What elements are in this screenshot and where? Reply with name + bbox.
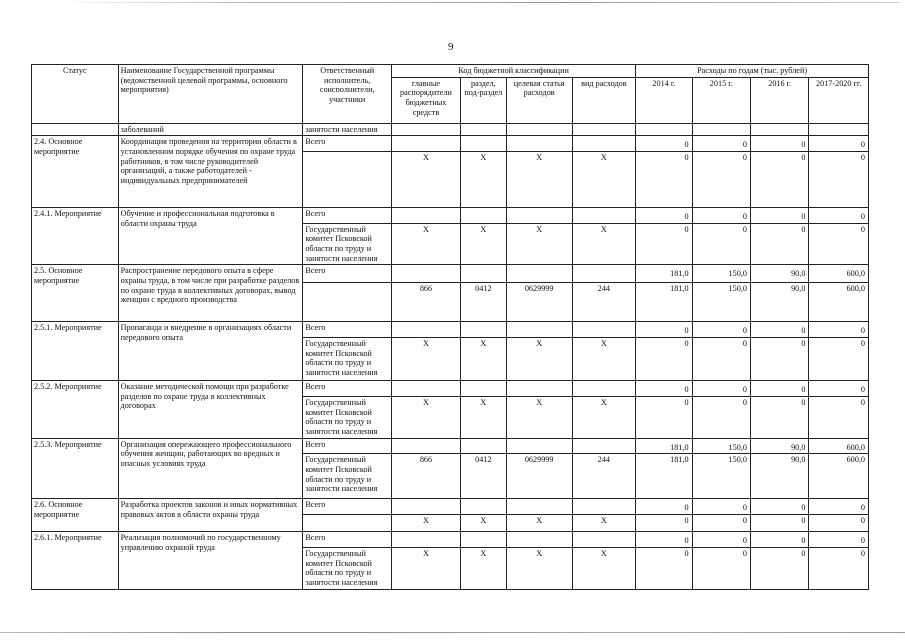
value-2015: 0 bbox=[692, 397, 750, 439]
total-2015: 0 bbox=[692, 532, 750, 548]
code-target: X bbox=[506, 152, 572, 208]
value-2014: 0 bbox=[636, 515, 692, 532]
table-row bbox=[32, 499, 869, 515]
header-budget-code: Код бюджетной классификации bbox=[392, 65, 636, 78]
total-2015: 0 bbox=[692, 322, 750, 338]
row-name: Реализация полномочий по государственному управлению охраной труда bbox=[118, 532, 303, 589]
value-2016: 90,0 bbox=[750, 283, 808, 322]
header-responsible: Ответственный исполнитель, соисполнители, участники bbox=[303, 65, 392, 124]
row-status: 2.4.1. Мероприятие bbox=[32, 208, 119, 265]
header-kind: вид расходов bbox=[572, 77, 636, 123]
value-2014: 181,0 bbox=[636, 283, 692, 322]
total-2014: 181,0 bbox=[636, 438, 692, 454]
total-2014: 0 bbox=[636, 499, 692, 515]
code-section: X bbox=[460, 548, 506, 590]
scan-edge-top bbox=[60, 2, 900, 3]
value-2015: 150,0 bbox=[692, 283, 750, 322]
value-2016: 0 bbox=[750, 223, 808, 265]
total-2014: 0 bbox=[636, 532, 692, 548]
header-name: Наименование Государственной программы (ведомственной целевой программы, основного мероприятия) bbox=[118, 65, 303, 124]
total-2015: 150,0 bbox=[692, 438, 750, 454]
value-2014: 0 bbox=[636, 548, 692, 590]
row-status: 2.4. Основное мероприятие bbox=[32, 136, 119, 208]
header-row-1 bbox=[32, 65, 869, 78]
total-2017-2020: 0 bbox=[809, 136, 869, 152]
total-2015: 0 bbox=[692, 381, 750, 397]
value-2016: 0 bbox=[750, 397, 808, 439]
code-kind: X bbox=[572, 152, 636, 208]
total-2014: 181,0 bbox=[636, 265, 692, 283]
total-2017-2020: 600,0 bbox=[809, 438, 869, 454]
total-2017-2020: 0 bbox=[809, 381, 869, 397]
value-2016: 0 bbox=[750, 515, 808, 532]
row-status: 2.6. Основное мероприятие bbox=[32, 499, 119, 532]
budget-table bbox=[31, 64, 869, 590]
code-target: X bbox=[506, 397, 572, 439]
value-2017-2020: 600,0 bbox=[809, 283, 869, 322]
code-kind: X bbox=[572, 397, 636, 439]
row-name: Обучение и профессиональная подготовка в области охраны труда bbox=[118, 208, 303, 265]
row-total-label: Всего bbox=[303, 208, 392, 224]
code-target: 0629999 bbox=[506, 454, 572, 499]
code-section: X bbox=[460, 515, 506, 532]
row-name: Организация опережающего профессионального обучения женщин, работающих во вредных и опасных условиях труда bbox=[118, 438, 303, 499]
total-2016: 0 bbox=[750, 381, 808, 397]
header-expenses: Расходы по годам (тыс. рублей) bbox=[636, 65, 869, 78]
total-2016: 0 bbox=[750, 532, 808, 548]
value-2015: 0 bbox=[692, 548, 750, 590]
code-section: X bbox=[460, 152, 506, 208]
value-2017-2020: 0 bbox=[809, 223, 869, 265]
value-2015: 0 bbox=[692, 338, 750, 381]
total-2017-2020: 0 bbox=[809, 322, 869, 338]
total-2014: 0 bbox=[636, 381, 692, 397]
row-responsible: Государственный комитет Псковской области по труду и занятости населения bbox=[303, 223, 392, 265]
table-row bbox=[32, 322, 869, 338]
total-2014: 0 bbox=[636, 136, 692, 152]
value-2016: 0 bbox=[750, 152, 808, 208]
total-2015: 0 bbox=[692, 208, 750, 224]
value-2016: 0 bbox=[750, 338, 808, 381]
row-name: Оказание методической помощи при разработке разделов по охране труда в коллективных договорах bbox=[118, 381, 303, 439]
table-row bbox=[32, 381, 869, 397]
header-section: раздел, под-раздел bbox=[460, 77, 506, 123]
header-grbs: главные распорядители бюджетных средств bbox=[392, 77, 461, 123]
value-2016: 0 bbox=[750, 548, 808, 590]
total-2014: 0 bbox=[636, 208, 692, 224]
code-target: 0629999 bbox=[506, 283, 572, 322]
row-name: Пропаганда и внедрение в организациях области передового опыта bbox=[118, 322, 303, 381]
row-name: Распространение передового опыта в сфере охраны труда, в том числе при разработке разделов по охране труда в коллективных договорах, вывод женщин с вредного производства bbox=[118, 265, 303, 322]
row-status: 2.5. Основное мероприятие bbox=[32, 265, 119, 322]
code-kind: X bbox=[572, 515, 636, 532]
row-name: Разработка проектов законов и иных нормативных правовых актов в области охраны труда bbox=[118, 499, 303, 532]
row-responsible: Государственный комитет Псковской области по труду и занятости населения bbox=[303, 338, 392, 381]
code-grbs: X bbox=[392, 515, 461, 532]
value-2017-2020: 0 bbox=[809, 397, 869, 439]
value-2017-2020: 0 bbox=[809, 338, 869, 381]
value-2017-2020: 0 bbox=[809, 152, 869, 208]
row-responsible: Государственный комитет Псковской области по труду и занятости населения bbox=[303, 397, 392, 439]
header-status: Статус bbox=[32, 65, 119, 124]
total-2017-2020: 600,0 bbox=[809, 265, 869, 283]
total-2014: 0 bbox=[636, 322, 692, 338]
value-2015: 0 bbox=[692, 223, 750, 265]
total-2016: 0 bbox=[750, 499, 808, 515]
total-2016: 0 bbox=[750, 322, 808, 338]
table-row bbox=[32, 265, 869, 283]
row-status: 2.6.1. Мероприятие bbox=[32, 532, 119, 589]
header-2015: 2015 г. bbox=[692, 77, 750, 123]
continuation-responsible: занятости населения bbox=[303, 123, 392, 136]
total-2015: 0 bbox=[692, 499, 750, 515]
code-target: X bbox=[506, 515, 572, 532]
continuation-name: заболеваний bbox=[118, 123, 303, 136]
table-row bbox=[32, 208, 869, 224]
total-2015: 150,0 bbox=[692, 265, 750, 283]
header-2017-2020: 2017-2020 гг. bbox=[809, 77, 869, 123]
header-target: целевая статья расходов bbox=[506, 77, 572, 123]
row-total-label: Всего bbox=[303, 322, 392, 338]
row-name: Координация проведения на территории области в установленном порядке обучения по охране труда работников, в том числе руководителей организаций, а также работодателей - индивидуальных предпринимателей bbox=[118, 136, 303, 208]
value-2017-2020: 0 bbox=[809, 515, 869, 532]
row-status: 2.5.1. Мероприятие bbox=[32, 322, 119, 381]
value-2014: 0 bbox=[636, 338, 692, 381]
total-2017-2020: 0 bbox=[809, 499, 869, 515]
code-kind: X bbox=[572, 223, 636, 265]
code-target: X bbox=[506, 338, 572, 381]
value-2014: 0 bbox=[636, 152, 692, 208]
header-2014: 2014 г. bbox=[636, 77, 692, 123]
value-2017-2020: 0 bbox=[809, 548, 869, 590]
total-2016: 0 bbox=[750, 136, 808, 152]
table-row bbox=[32, 532, 869, 548]
value-2015: 150,0 bbox=[692, 454, 750, 499]
code-kind: 244 bbox=[572, 454, 636, 499]
table-row bbox=[32, 136, 869, 152]
code-target: X bbox=[506, 223, 572, 265]
code-grbs: 866 bbox=[392, 454, 461, 499]
row-total-label: Всего bbox=[303, 381, 392, 397]
code-grbs: X bbox=[392, 152, 461, 208]
value-2014: 0 bbox=[636, 223, 692, 265]
value-2014: 181,0 bbox=[636, 454, 692, 499]
continuation-row bbox=[32, 123, 869, 136]
total-2017-2020: 0 bbox=[809, 208, 869, 224]
value-2015: 0 bbox=[692, 152, 750, 208]
total-2015: 0 bbox=[692, 136, 750, 152]
value-2016: 90,0 bbox=[750, 454, 808, 499]
code-grbs: 866 bbox=[392, 283, 461, 322]
total-2017-2020: 0 bbox=[809, 532, 869, 548]
row-total-label: Всего bbox=[303, 438, 392, 454]
row-responsible: Государственный комитет Псковской области по труду и занятости населения bbox=[303, 548, 392, 590]
code-section: X bbox=[460, 338, 506, 381]
code-grbs: X bbox=[392, 223, 461, 265]
row-total-label: Всего bbox=[303, 136, 392, 152]
code-section: 0412 bbox=[460, 454, 506, 499]
scan-edge-bottom bbox=[0, 632, 905, 633]
value-2017-2020: 600,0 bbox=[809, 454, 869, 499]
row-responsible: Государственный комитет Псковской области по труду и занятости населения bbox=[303, 454, 392, 499]
total-2016: 0 bbox=[750, 208, 808, 224]
value-2015: 0 bbox=[692, 515, 750, 532]
code-target: X bbox=[506, 548, 572, 590]
code-grbs: X bbox=[392, 338, 461, 381]
row-status: 2.5.3. Мероприятие bbox=[32, 438, 119, 499]
row-total-label: Всего bbox=[303, 265, 392, 283]
code-section: X bbox=[460, 223, 506, 265]
total-2016: 90,0 bbox=[750, 265, 808, 283]
code-grbs: X bbox=[392, 397, 461, 439]
code-grbs: X bbox=[392, 548, 461, 590]
page-number: 9 bbox=[448, 41, 454, 53]
total-2016: 90,0 bbox=[750, 438, 808, 454]
row-total-label: Всего bbox=[303, 499, 392, 515]
code-section: X bbox=[460, 397, 506, 439]
code-kind: X bbox=[572, 548, 636, 590]
table-row bbox=[32, 438, 869, 454]
code-section: 0412 bbox=[460, 283, 506, 322]
code-kind: 244 bbox=[572, 283, 636, 322]
row-total-label: Всего bbox=[303, 532, 392, 548]
header-2016: 2016 г. bbox=[750, 77, 808, 123]
value-2014: 0 bbox=[636, 397, 692, 439]
row-status: 2.5.2. Мероприятие bbox=[32, 381, 119, 439]
code-kind: X bbox=[572, 338, 636, 381]
